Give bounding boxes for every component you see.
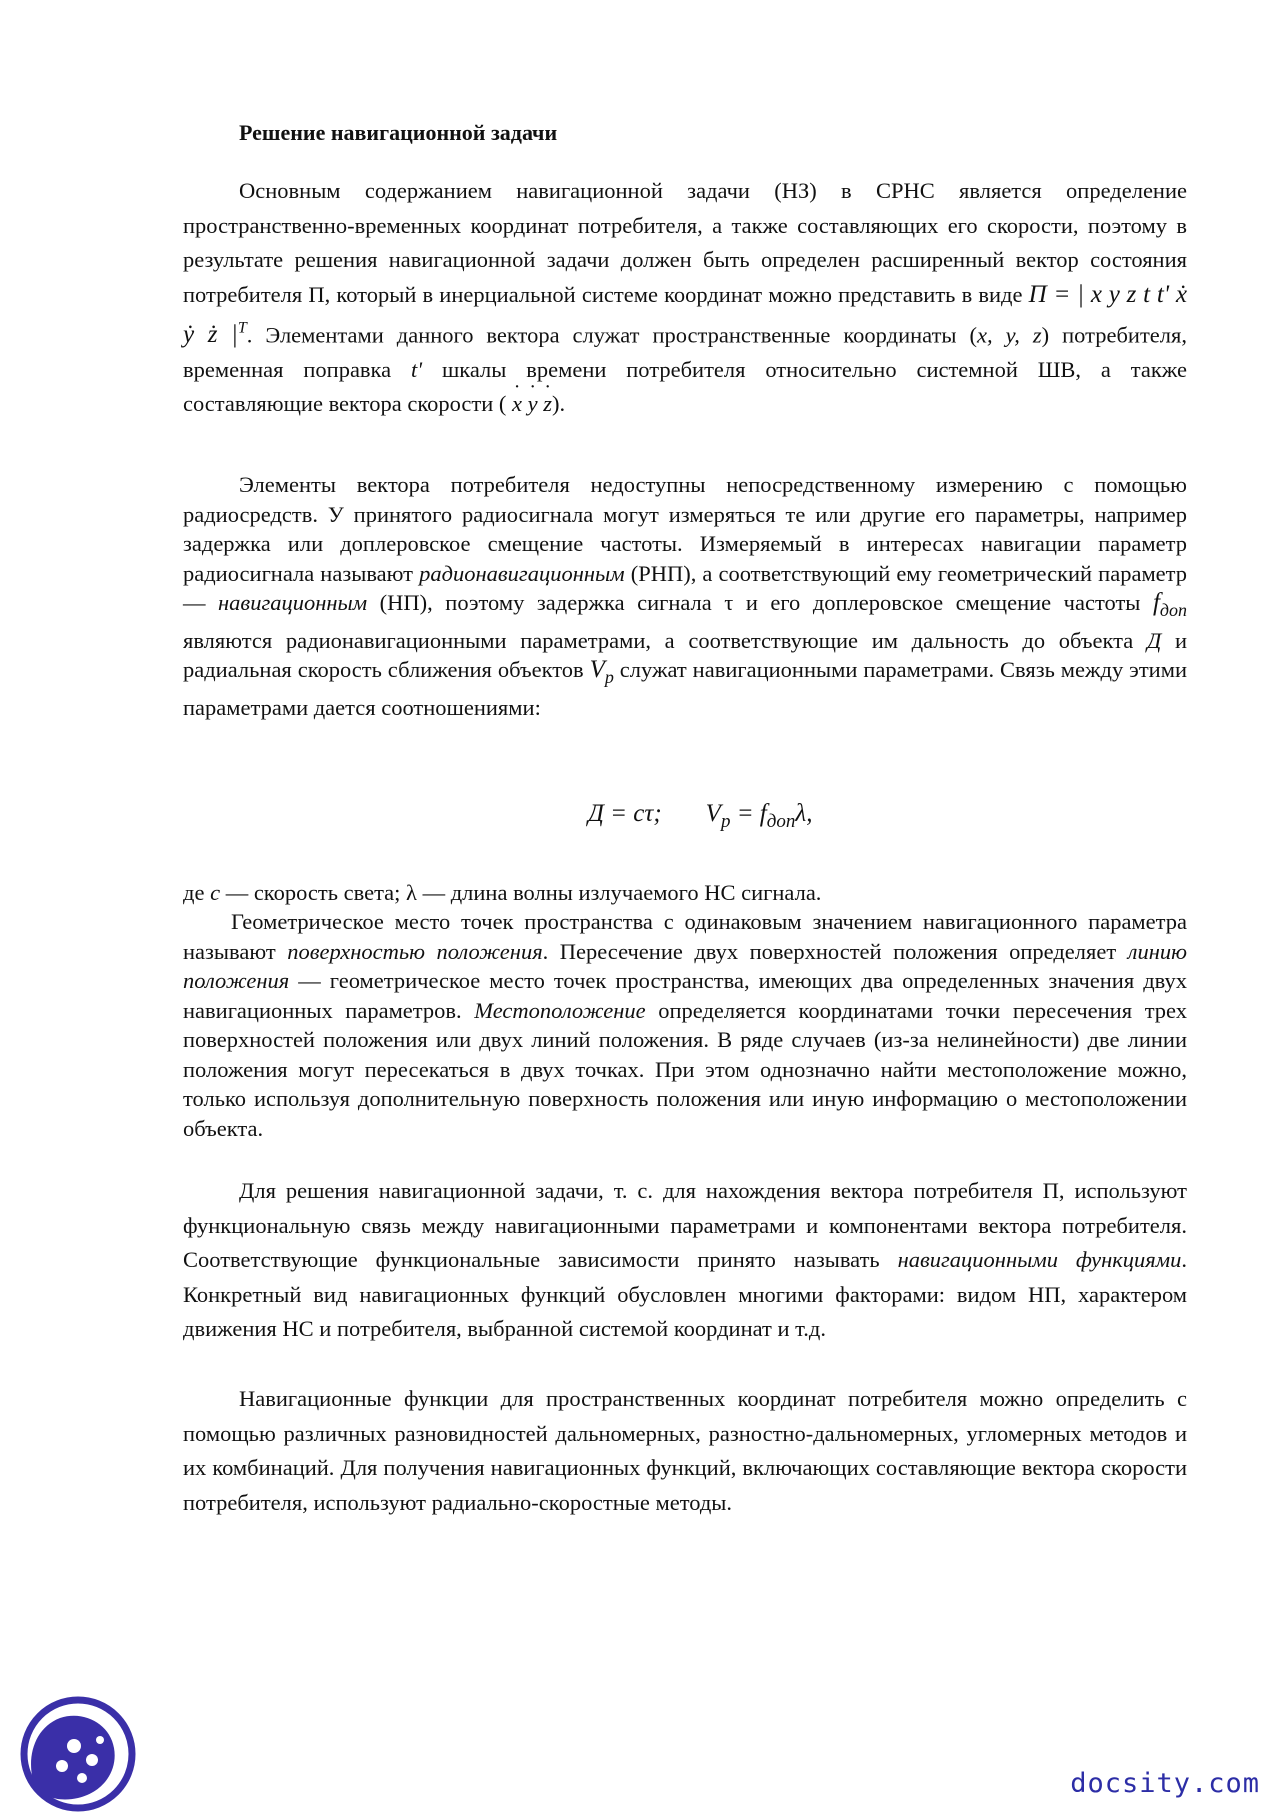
term-position-surface: поверхностью положения (287, 938, 543, 964)
section-heading: Решение навигационной задачи (239, 120, 558, 145)
term-location: Местоположение (474, 997, 646, 1023)
distance-formula: Д = cτ; (588, 800, 662, 827)
paragraph-2: Элементы вектора потребителя недоступны непосредственному измерению с помощью радиосредств. У принятого радиосигнала могут измеряться те или другие его параметры, например задержка или доплеровское смещение частоты. Измеряемый в интересах навигации параметр радиосигнала называют радионавигационным (РНП), а соответствующий ему геометрический параметр — навигационным (НП), поэтому задержка сигнала τ и его доплеровское смещение частоты $f_{доп}$ являются радионавигационными параметрами, а соответствующие им дальность до объекта Д и радиальная скорость сближения объектов $V_р$ служат навигационными параметрами. Связь между этими параметрами дается соотношениями: (183, 472, 1188, 720)
term-radionavigational: радионавигационным (419, 560, 625, 586)
time-correction-symbol: t' (411, 356, 423, 382)
docsity-logo-icon[interactable] (12, 1688, 136, 1812)
docsity-watermark[interactable]: docsity.com (1070, 1768, 1260, 1799)
distance-symbol: Д (1146, 627, 1162, 653)
paragraph-3: де c — скорость света; λ — длина волны излучаемого НС сигнала. (183, 880, 822, 905)
state-vector-formula: П = | x y z t t' ẋ ẏ ż $|^T$ (183, 280, 1188, 349)
paragraph-6: Навигационные функции для пространственных координат потребителя можно определить с помощью различных разновидностей дальномерных, разностно-дальномерных, угломерных методов и их комбинаций. Для получения навигационных функций, включающих составляющие вектора скорости потребителя, используют радиально-скоростные методы. (183, 1386, 1187, 1515)
doppler-symbol: $f_{доп}$ (1152, 589, 1187, 620)
light-speed-symbol: c (210, 880, 221, 905)
paragraph-1: Основным содержанием навигационной задачи (НЗ) в СРНС является определение пространственно-временных координат потребителя, а также составляющих его скорости, поэтому в результате решения навигационной задачи должен быть определен расширенный вектор состояния потребителя П, который в инерциальной системе координат можно представить в виде П = | x y z t t' ẋ ẏ ż $|^T$. Элементами данного вектора служат пространственные координаты (x, y, z) потребителя, временная поправка t' шкалы времени потребителя относительно системной ШВ, а также составляющие вектора скорости ( x ˙ y ˙ z ˙). (183, 174, 1187, 422)
term-navigation-functions: навигационными функциями (897, 1247, 1182, 1272)
paragraph-4: Геометрическое место точек пространства с одинаковым значением навигационного параметра называют поверхностью положения. Пересечение двух поверхностей положения определяет линию положения — геометрическое место точек пространства, имеющих два определенных значения двух навигационных параметров. Местоположение определяется координатами точки пересечения трех поверхностей положения или двух линий положения. В ряде случаев (из-за нелинейности) две линии положения могут пересекаться в двух точках. При этом однозначно найти местоположение можно, только используя дополнительную поверхность положения или иную информацию о местоположении объекта. (183, 909, 1188, 1141)
velocity-symbols: x ˙ y ˙ z ˙ (512, 391, 552, 416)
coords-symbol: x, y, z (976, 322, 1042, 348)
velocity-formula: $V_р = f_{доп}\lambda$, (705, 800, 813, 832)
term-position-line: линию положения (183, 938, 1188, 993)
paragraph-5: Для решения навигационной задачи, т. с. для нахождения вектора потребителя П, используют функциональную связь между навигационными параметрами и компонентами вектора потребителя. Соответствующие функциональные зависимости принято называть навигационными функциями. Конкретный вид навигационных функций обусловлен многими факторами: видом НП, характером движения НС и потребителя, выбранной системой координат и т.д. (183, 1178, 1187, 1341)
velocity-radial-symbol: $V_р$ (589, 656, 614, 687)
term-navigational: навигационным (218, 590, 368, 615)
relation-formula (588, 800, 812, 833)
